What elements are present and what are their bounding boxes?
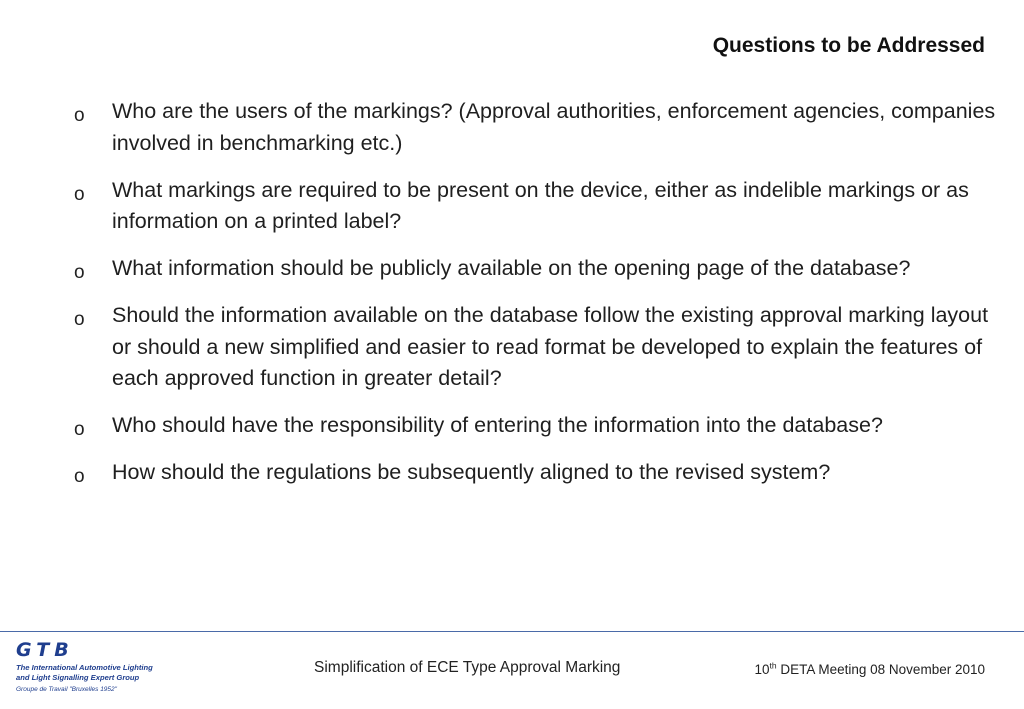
meeting-ordinal: th <box>769 660 777 671</box>
meeting-details: DETA Meeting 08 November 2010 <box>776 662 985 677</box>
bullet-list <box>72 96 997 504</box>
list-item <box>72 410 997 442</box>
bullet-text: Who are the users of the markings? (Approval authorities, enforcement agencies, companies involved in benchmarking etc.) <box>112 99 996 155</box>
bullet-marker-icon: o <box>74 183 85 205</box>
list-item <box>72 175 997 238</box>
logo-tagline-line2: and Light Signalling Expert Group <box>16 672 140 682</box>
bullet-text: Should the information available on the database follow the existing approval marking layout or should a new simplified and easier to read format be developed to explain the features of each approved function in greater detail? <box>112 303 989 390</box>
bullet-marker-icon: o <box>74 262 85 283</box>
bullet-marker-icon: o <box>74 466 85 487</box>
page-title: Questions to be Addressed <box>712 34 985 57</box>
footer-topic: Simplification of ECE Type Approval Marking <box>314 659 621 676</box>
meeting-number: 10 <box>754 662 770 677</box>
bullet-marker-icon: o <box>74 105 85 126</box>
list-item <box>72 300 997 395</box>
list-item <box>72 457 997 489</box>
bullet-text: Who should have the responsibility of entering the information into the database? <box>112 413 883 437</box>
list-item <box>72 253 997 285</box>
bullet-marker-icon: o <box>74 419 85 440</box>
logo-tagline-line1: The International Automotive Lighting <box>16 663 153 672</box>
bullet-text: How should the regulations be subsequently aligned to the revised system? <box>112 460 831 484</box>
list-item <box>72 96 997 159</box>
bullet-text: What markings are required to be present on the device, either as indelible markings or as information on a printed label? <box>112 177 969 233</box>
gtb-logo-mark: GTB <box>16 639 74 661</box>
gtb-logo <box>16 640 176 694</box>
logo-subtitle: Groupe de Travail "Bruxelles 1952" <box>16 686 117 693</box>
footer-divider <box>0 631 1024 632</box>
bullet-text: What information should be publicly available on the opening page of the database? <box>112 256 911 280</box>
bullet-marker-icon: o <box>74 309 85 330</box>
footer-meeting <box>755 662 986 677</box>
